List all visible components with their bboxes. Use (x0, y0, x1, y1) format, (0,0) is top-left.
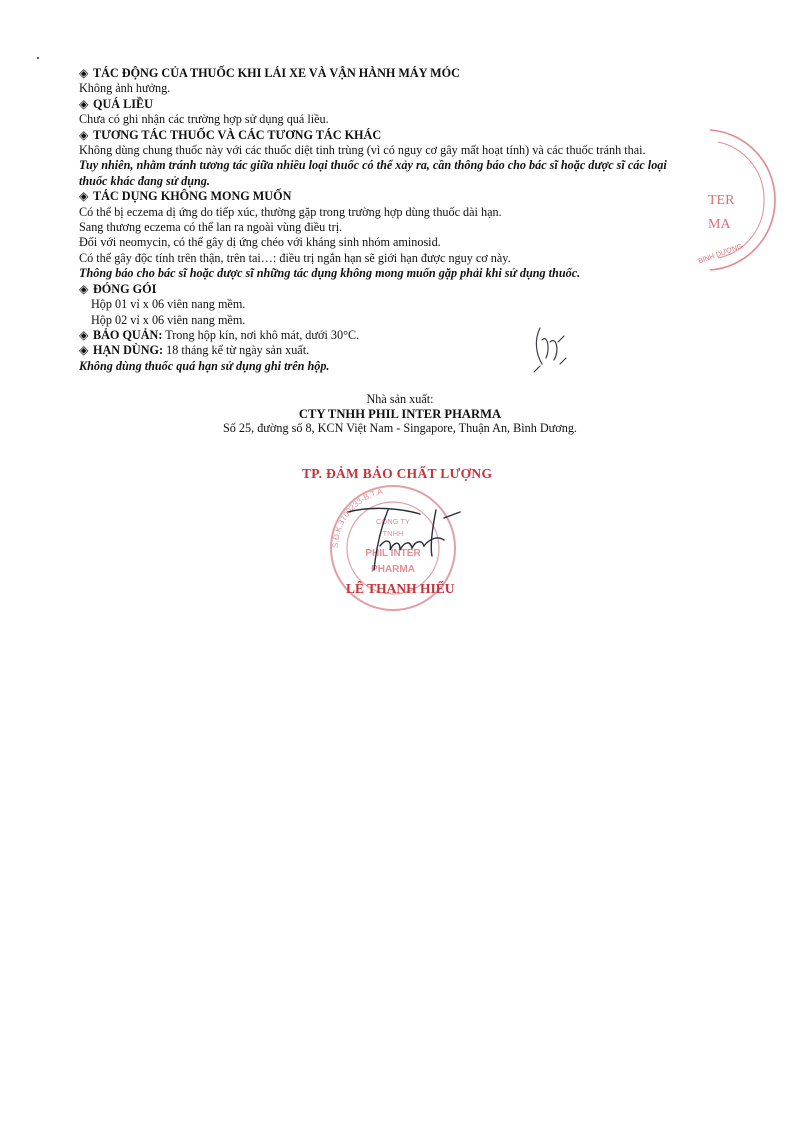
section-text: Đối với neomycin, có thể gây dị ứng chéo với kháng sinh nhóm aminosid. (79, 235, 441, 250)
side-seal-text: TER (708, 193, 735, 208)
diamond-icon: ◈ (79, 96, 89, 111)
manufacturer-name: CTY TNHH PHIL INTER PHARMA (298, 407, 502, 421)
signer-name: LÊ THANH HIẾU (346, 581, 455, 596)
final-note: Không dùng thuốc quá hạn sử dụng ghi trên hộp. (79, 358, 330, 373)
section-heading-driving: ◈ TÁC ĐỘNG CỦA THUỐC KHI LÁI XE VÀ VẬN HÀNH MÁY MÓC (79, 66, 460, 80)
leaflet-body (79, 66, 719, 374)
side-seal-text: MA (708, 217, 731, 232)
initials-signature (520, 320, 580, 380)
diamond-icon: ◈ (79, 127, 89, 142)
section-emphasis: thuốc khác đang sử dụng. (79, 173, 210, 188)
storage-line (79, 328, 719, 343)
diamond-icon: ◈ (79, 281, 89, 296)
expiry-heading: HẠN DÙNG: (93, 343, 164, 358)
section-text: Không ảnh hưởng. (79, 81, 171, 96)
section-text: Không dùng chung thuốc này với các thuốc diệt tinh trùng (vì có nguy cơ gây mất hoạt tính) và các thuốc tránh thai. (79, 143, 646, 158)
manufacturer-label: Nhà sản xuất: (366, 392, 434, 406)
scan-speck (37, 57, 39, 59)
expiry-line (79, 343, 719, 358)
section-heading-packaging: ◈ ĐÓNG GÓI (79, 281, 157, 296)
seal-center-text: PHIL INTER (365, 548, 421, 559)
section-text: Chưa có ghi nhận các trường hợp sử dụng quá liều. (79, 112, 329, 127)
manufacturer-address: Số 25, đường số 8, KCN Việt Nam - Singapore, Thuận An, Bình Dương. (223, 421, 577, 435)
seal-ring-text: S.Đ.K.3700233-B.T.A (330, 487, 384, 549)
diamond-icon: ◈ (79, 327, 89, 342)
section-heading-side-effects: ◈ TÁC DỤNG KHÔNG MONG MUỐN (79, 189, 292, 204)
storage-heading: BẢO QUẢN: (93, 327, 163, 342)
section-text: Hộp 02 vỉ x 06 viên nang mềm. (91, 312, 246, 327)
seal-center-text: TNHH (382, 529, 404, 538)
seal-center-text: CÔNG TY (375, 517, 411, 526)
section-heading-overdose: ◈ QUÁ LIỀU (79, 96, 153, 111)
diamond-icon: ◈ (79, 343, 89, 358)
section-text: Có thể bị eczema dị ứng do tiếp xúc, thường gặp trong trường hợp dùng thuốc dài hạn. (79, 204, 502, 219)
section-text: Có thể gây độc tính trên thận, trên tai…: điều trị ngắn hạn sẽ giới hạn được nguy cơ này. (79, 250, 511, 265)
expiry-text: 18 tháng kể từ ngày sản xuất. (163, 343, 310, 358)
section-heading-interactions: ◈ TƯƠNG TÁC THUỐC VÀ CÁC TƯƠNG TÁC KHÁC (79, 127, 382, 142)
seal-center-text: PHARMA (371, 564, 415, 575)
diamond-icon: ◈ (79, 189, 89, 204)
section-emphasis: Tuy nhiên, nhằm tránh tương tác giữa nhiều loại thuốc có thể xảy ra, cần thông báo cho bác sĩ hoặc dược sĩ các loại (79, 158, 667, 173)
storage-text: Trong hộp kín, nơi khô mát, dưới 30°C. (162, 327, 360, 342)
qa-stamp-title: TP. ĐẢM BẢO CHẤT LƯỢNG (302, 466, 493, 481)
handwritten-signature (340, 500, 470, 580)
diamond-icon: ◈ (79, 66, 89, 80)
section-text: Hộp 01 vỉ x 06 viên nang mềm. (91, 297, 246, 312)
side-seal-stamp (690, 120, 780, 280)
section-emphasis: Thông báo cho bác sĩ hoặc dược sĩ những tác dụng không mong muốn gặp phải khi sử dụng thuốc. (79, 266, 581, 281)
side-seal-text: BÌNH DƯƠNG (697, 243, 744, 266)
section-text: Sang thương eczema có thể lan ra ngoài vùng điều trị. (79, 220, 343, 235)
